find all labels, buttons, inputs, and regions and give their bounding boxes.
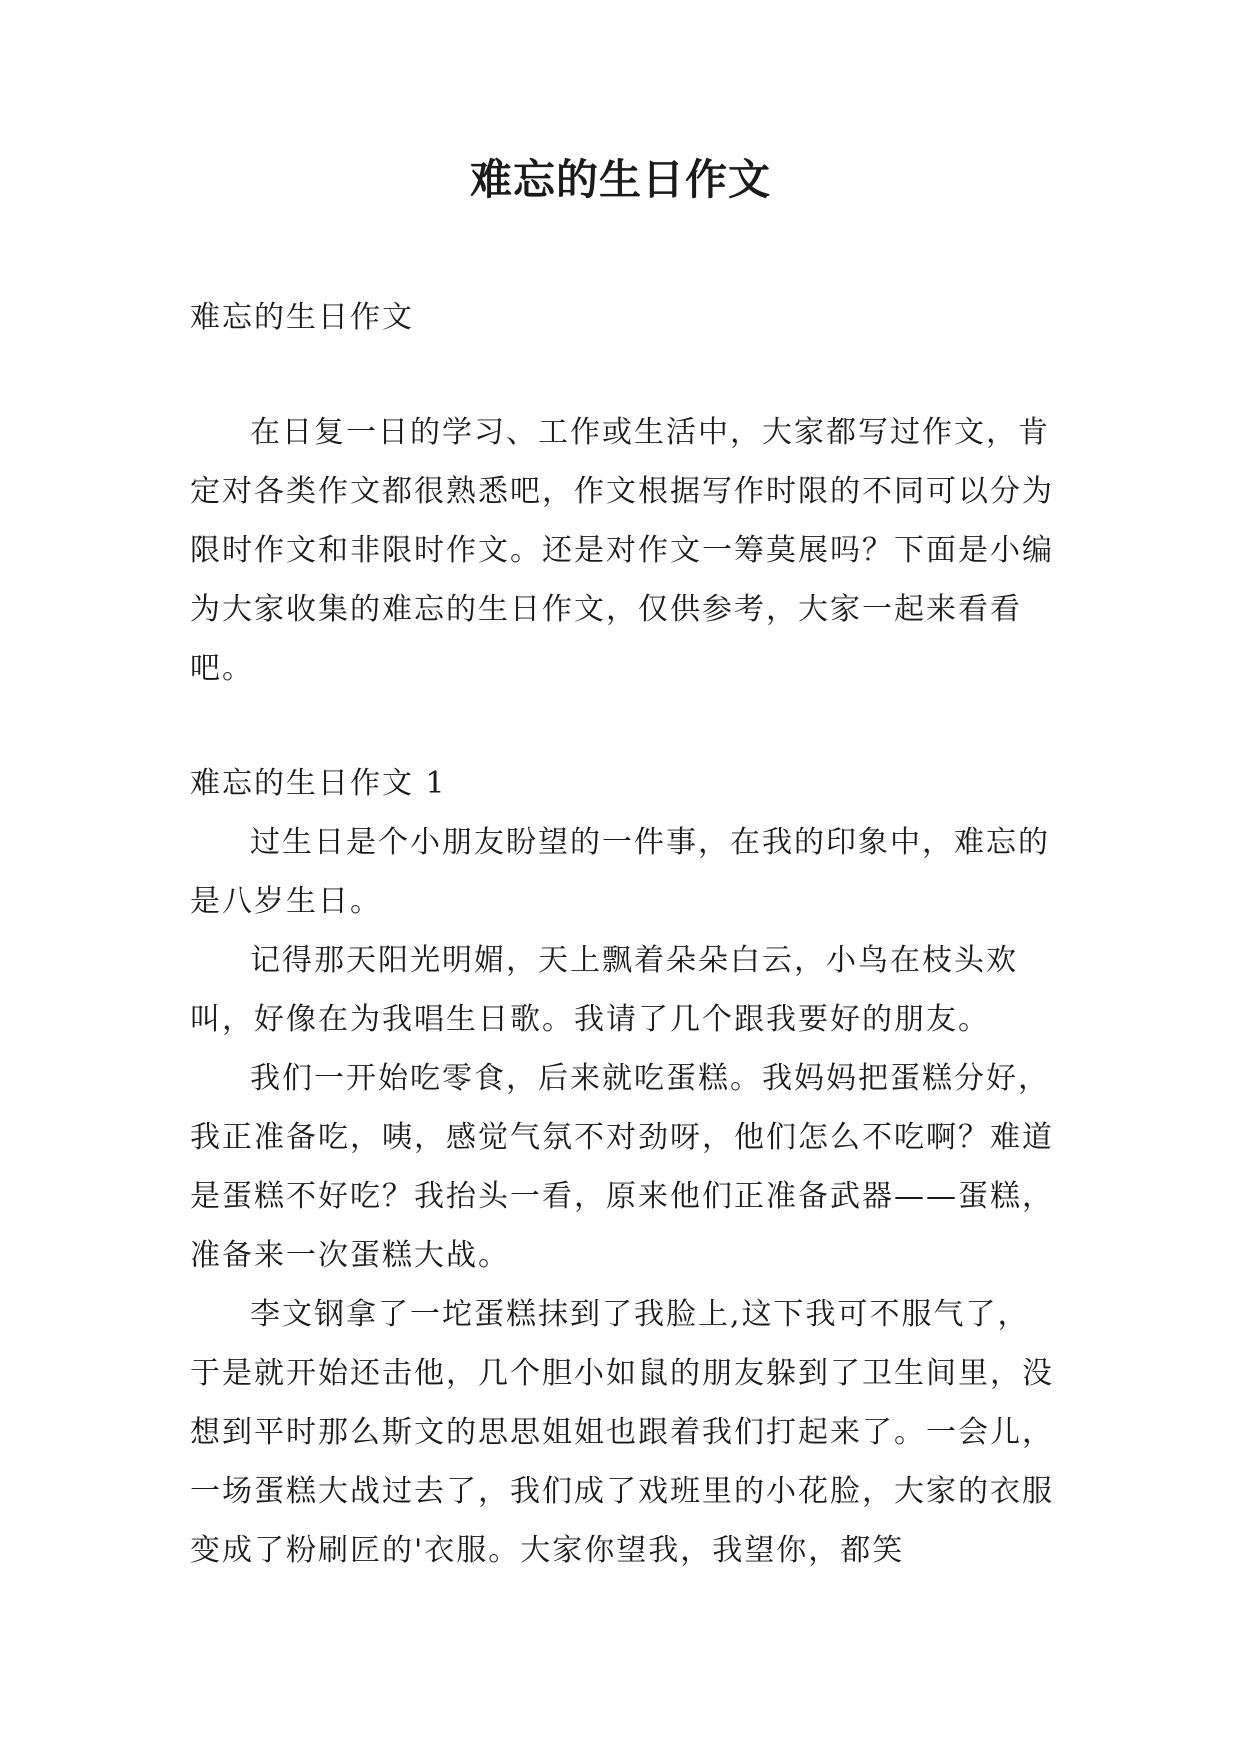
intro-paragraph: 在日复一日的学习、工作或生活中，大家都写过作文，肯定对各类作文都很熟悉吧，作文根据写作时限的不同可以分为限时作文和非限时作文。还是对作文一筹莫展吗？下面是小编为大家收集的难忘的生日作文，仅供参考，大家一起来看看吧。 (190, 415, 1054, 686)
intro-paragraph-block (190, 403, 1060, 698)
essay-paragraph: 过生日是个小朋友盼望的一件事，在我的印象中，难忘的是八岁生日。 (190, 825, 1050, 919)
document-title: 难忘的生日作文 (469, 155, 771, 204)
section-heading: 难忘的生日作文 1 (190, 766, 447, 801)
document-subtitle: 难忘的生日作文 (190, 300, 414, 335)
essay-paragraph: 李文钢拿了一坨蛋糕抹到了我脸上,这下我可不服气了，于是就开始还击他，几个胆小如鼠的朋友躲到了卫生间里，没想到平时那么斯文的思思姐姐也跟着我们打起来了。一会儿，一场蛋糕大战过去了，我们成了戏班里的小花脸，大家的衣服变成了粉刷匠的'衣服。大家你望我，我望你，都笑 (190, 1297, 1054, 1568)
essay-paragraph: 我们一开始吃零食，后来就吃蛋糕。我妈妈把蛋糕分好，我正准备吃，咦，感觉气氛不对劲呀，他们怎么不吃啊？难道是蛋糕不好吃？我抬头一看，原来他们正准备武器——蛋糕，准备来一次蛋糕大战。 (190, 1061, 1054, 1273)
essay-body (190, 813, 1060, 1580)
essay-paragraph: 记得那天阳光明媚，天上飘着朵朵白云，小鸟在枝头欢叫，好像在为我唱生日歌。我请了几个跟我要好的朋友。 (190, 943, 1018, 1037)
